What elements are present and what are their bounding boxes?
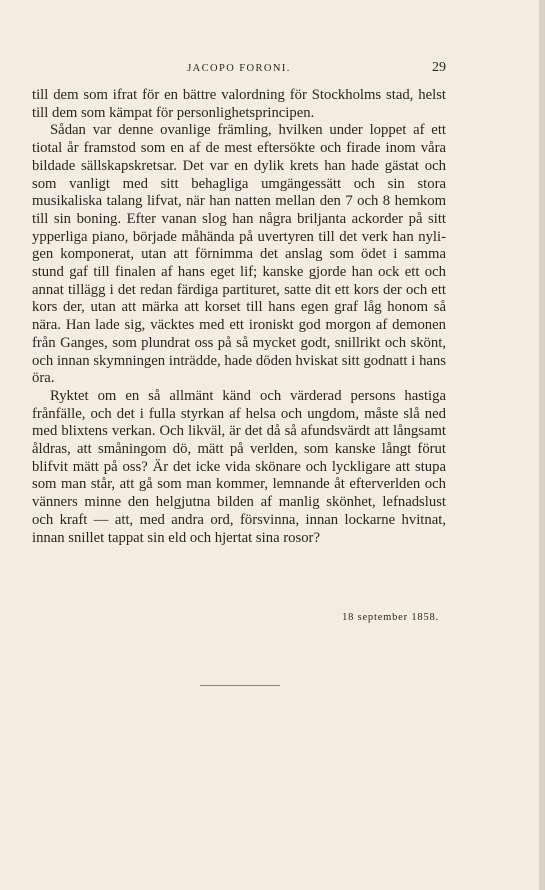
paragraph: till dem som ifrat för en bättre valordning för Stockholms stad, helst till dem som kämpat för personlighetsprincipen. (32, 87, 446, 121)
body-text (32, 87, 446, 547)
page-number: 29 (432, 60, 446, 75)
paragraph: Ryktet om en så allmänt känd och värderad persons hastiga frånfälle, och det i fulla styrkan af helsa och ungdom, måste slå ned med blixtens verkan. Och likväl, är det då så afundsvärdt att långsamt åldras, att småningom dö, mätt på verlden, som kanske långt förut blifvit mätt på oss? Är det icke vida skönare och lyckligare att stupa som man står, att gå som man kommer, lemnande åt efterverlden och vänners minne den helgjutna bilden af manlig skönhet, lefnadslust och kraft — att, med andra ord, försvinna, innan lockarne hvitnat, innan snillet tappat sin eld och hjertat sina rosor? (32, 387, 446, 546)
dateline: 18 september 1858. (342, 612, 439, 623)
running-head: JACOPO FORONI. (187, 63, 291, 74)
paragraph: Sådan var denne ovanlige främling, hvilken under loppet af ett tiotal år framstod som en af de mest eftersökte och firade inom våra bildade sällskapskretsar. Det var en dylik krets han hade gästat och som vanligt med sitt behagliga umgängessätt och sin stora musikaliska talang lifvat, när han natten mellan den 7 och 8 hemkom till sin boning. Efter vanan slog han några briljanta ackorder på sitt ypperliga piano, började måhända på uvertyren till det verk han nyligen komponerat, utan att förnimma det anslag som ödet i samma stund gaf till finalen af hans eget lif; kanske gjorde han ock ett och annat tillägg i det redan färdiga partituret, satte dit ett kors der och ett kors der, utan att märka att korset till hans egen graf låg honom så nära. Han lade sig, väcktes med ett ironiskt god morgon af demonen från Ganges, som plundrat oss på så mycket godt, snillrikt och skönt, och innan skymningen inträdde, hade döden hviskat sitt godnatt i hans öra. (32, 122, 446, 387)
section-divider (200, 685, 280, 686)
page-header (32, 60, 446, 80)
